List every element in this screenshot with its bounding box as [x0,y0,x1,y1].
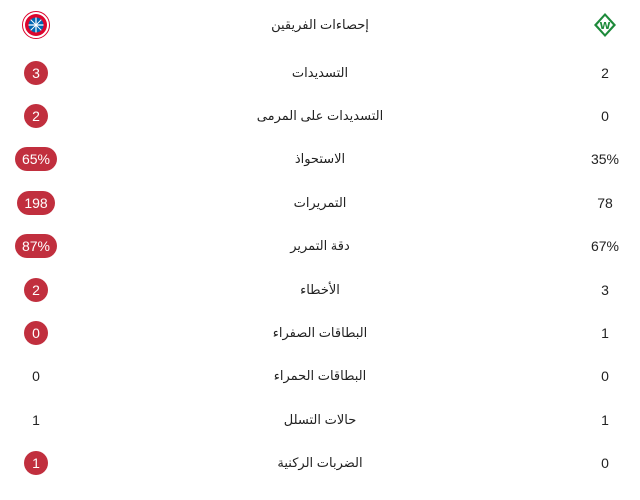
svg-text:W: W [599,21,611,32]
home-stat-value: 2 [601,65,609,81]
home-stat-cell [570,188,640,218]
bayern-munich-crest-icon [22,11,50,39]
stat-label: البطاقات الحمراء [273,368,367,383]
stat-label: الأخطاء [300,282,340,297]
away-stat-cell [0,188,72,218]
home-stat-value: 35% [590,151,620,167]
home-stat-cell [570,318,640,348]
away-stat-cell [0,101,72,131]
stat-row [0,275,640,305]
home-stat-value: 3 [601,282,609,298]
away-stat-cell [0,231,72,261]
home-stat-cell [570,58,640,88]
away-stat-badge: 2 [24,278,48,302]
home-stat-value: 67% [590,238,620,254]
stat-row [0,58,640,88]
home-stat-cell [570,231,640,261]
stat-row [0,448,640,478]
home-stat-cell [570,275,640,305]
home-stat-cell [570,448,640,478]
home-stat-cell [570,405,640,435]
away-stat-value: 1 [32,412,40,428]
stat-row [0,101,640,131]
stat-label: التسديدات [291,65,349,80]
away-stat-badge: 3 [24,61,48,85]
home-stat-value: 78 [597,195,613,211]
home-stat-cell [570,101,640,131]
away-stat-cell [0,448,72,478]
home-stat-cell [570,144,640,174]
stat-label: الاستحواذ [294,151,346,166]
home-stat-cell [570,361,640,391]
stat-label: البطاقات الصفراء [272,325,368,340]
stat-label: حالات التسلل [283,412,357,427]
away-stat-badge: 65% [15,147,57,171]
stat-row [0,361,640,391]
away-stat-badge: 2 [24,104,48,128]
home-stat-value: 1 [601,412,609,428]
stat-label: دقة التمرير [290,238,350,253]
away-stat-cell [0,405,72,435]
away-stat-badge: 87% [15,234,57,258]
stat-row [0,231,640,261]
away-stat-badge: 198 [17,191,54,215]
stat-label: الضربات الركنية [277,455,363,470]
away-stat-cell [0,275,72,305]
away-stat-value: 0 [32,368,40,384]
away-stat-badge: 0 [24,321,48,345]
stat-label: التسديدات على المرمى [256,108,384,123]
stat-row [0,405,640,435]
home-stat-value: 0 [601,368,609,384]
stat-label: التمريرات [293,195,347,210]
home-stat-value: 0 [601,455,609,471]
away-stat-cell [0,361,72,391]
stat-row [0,188,640,218]
away-stat-badge: 1 [24,451,48,475]
stat-row [0,318,640,348]
away-stat-cell [0,58,72,88]
werder-bremen-crest-icon [591,11,619,39]
page-title: إحصاءات الفريقين [271,17,369,32]
away-stat-cell [0,144,72,174]
home-stat-value: 0 [601,108,609,124]
home-stat-value: 1 [601,325,609,341]
stat-row [0,144,640,174]
away-stat-cell [0,318,72,348]
stats-header [0,10,640,40]
